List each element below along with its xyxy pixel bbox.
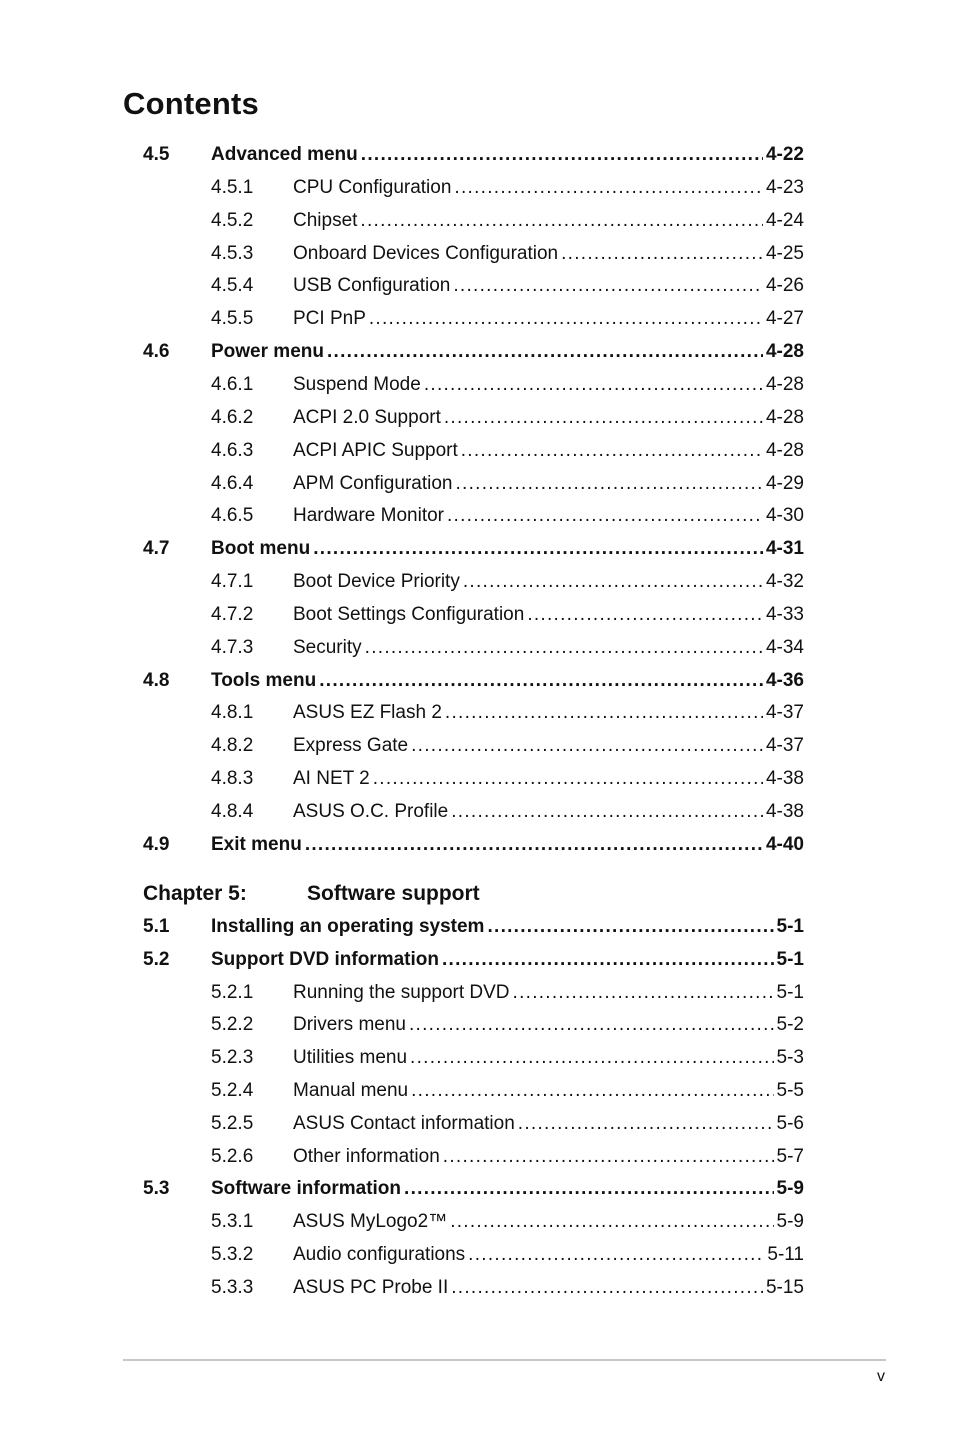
toc-dot-leader [513, 980, 774, 1006]
toc-entry-page: 5-11 [767, 1244, 804, 1265]
toc-entry-title: USB Configuration [293, 275, 451, 297]
toc-dot-leader [443, 1144, 774, 1170]
toc-entry-page: 5-1 [776, 916, 804, 937]
toc-entry-title: Audio configurations [293, 1244, 466, 1265]
toc-entry-number: 5.2.5 [211, 1112, 254, 1134]
toc-dot-leader [411, 1078, 773, 1104]
toc-entry-title: Boot Settings Configuration [293, 603, 525, 625]
toc-subsection-entry[interactable] [211, 980, 804, 1006]
toc-entry-title: Exit menu [211, 833, 302, 855]
toc-subsection-entry[interactable] [211, 1045, 804, 1071]
footer-rule [123, 1359, 886, 1361]
toc-dot-leader [461, 438, 763, 464]
toc-entry-page: 4-22 [765, 144, 804, 165]
toc-entry-title: PCI PnP [293, 308, 366, 330]
toc-entry-title: APM Configuration [293, 472, 453, 494]
toc-entry-page: 5-5 [776, 1080, 804, 1101]
toc-entry-page: 4-38 [765, 768, 804, 790]
toc-entry-page: 4-28 [765, 439, 804, 461]
toc-subsection-entry[interactable] [211, 602, 804, 628]
toc-section-entry[interactable] [143, 668, 804, 694]
toc-entry-title: Support DVD information [211, 948, 439, 970]
toc-entry-page: 5-9 [776, 1211, 804, 1233]
toc-dot-leader [518, 1111, 774, 1137]
toc-dot-leader [305, 832, 763, 858]
toc-subsection-entry[interactable] [211, 1242, 804, 1268]
toc-subsection-entry[interactable] [211, 1144, 804, 1170]
toc-entry-page: 4-28 [765, 406, 804, 428]
toc-subsection-entry[interactable] [211, 1111, 804, 1137]
toc-entry-title: Other information [293, 1145, 440, 1167]
toc-entry-title: Chipset [293, 209, 358, 231]
toc-entry-title: Hardware Monitor [293, 505, 444, 527]
toc-entry-number: 5.3.1 [211, 1211, 254, 1233]
toc-entry-title: ASUS Contact information [293, 1112, 515, 1134]
toc-entry-title: Advanced menu [211, 144, 358, 165]
toc-dot-leader [442, 947, 774, 973]
toc-section-entry[interactable] [143, 339, 804, 365]
toc-entry-number: 5.2.6 [211, 1145, 254, 1167]
toc-subsection-entry[interactable] [211, 1209, 804, 1235]
toc-dot-leader [365, 635, 763, 661]
toc-entry-title: ASUS PC Probe II [293, 1276, 449, 1298]
toc-dot-leader [453, 273, 763, 299]
toc-entry-number: 4.6.5 [211, 505, 254, 527]
toc-entry-title: CPU Configuration [293, 176, 452, 198]
toc-entry-number: 5.3 [143, 1178, 170, 1200]
toc-section-entry[interactable] [143, 914, 804, 940]
toc-entry-title: ACPI 2.0 Support [293, 406, 441, 428]
toc-entry-page: 4-32 [765, 571, 804, 593]
toc-entry-title: Tools menu [211, 669, 317, 691]
page-title: Contents [123, 86, 259, 121]
toc-entry-page: 5-7 [776, 1145, 804, 1167]
toc-dot-leader [369, 306, 763, 332]
toc-entry-page: 5-3 [776, 1047, 804, 1069]
toc-entry-number: 4.8.2 [211, 735, 254, 757]
toc-entry-title: ACPI APIC Support [293, 439, 458, 461]
toc-subsection-entry[interactable] [211, 1275, 804, 1301]
toc-entry-title: ASUS MyLogo2™ [293, 1211, 448, 1233]
toc-subsection-entry[interactable] [211, 306, 804, 332]
chapter-number: Chapter 5: [143, 882, 247, 905]
toc-entry-page: 4-24 [765, 209, 804, 231]
toc-entry-title: AI NET 2 [293, 768, 370, 790]
toc-dot-leader [404, 1176, 774, 1202]
toc-dot-leader [561, 241, 763, 267]
toc-entry-number: 5.2.4 [211, 1080, 254, 1101]
toc-entry-page: 4-30 [765, 505, 804, 527]
toc-subsection-entry[interactable] [211, 503, 804, 529]
toc-entry-number: 4.5.5 [211, 308, 254, 330]
toc-entry-number: 4.6.4 [211, 472, 254, 494]
toc-entry-title: Security [293, 636, 362, 658]
toc-dot-leader [450, 1209, 773, 1235]
toc-dot-leader [468, 1242, 764, 1268]
toc-entry-number: 5.2 [143, 948, 170, 970]
toc-section-entry[interactable] [143, 947, 804, 973]
toc-subsection-entry[interactable] [211, 372, 804, 398]
toc-subsection-entry[interactable] [211, 635, 804, 661]
toc-entry-number: 4.8 [143, 669, 170, 691]
toc-entry-page: 4-37 [765, 735, 804, 757]
toc-entry-number: 4.9 [143, 833, 170, 855]
toc-entry-page: 4-29 [765, 472, 804, 494]
toc-dot-leader [410, 1045, 773, 1071]
toc-section-entry[interactable] [143, 536, 804, 562]
toc-subsection-entry[interactable] [211, 700, 804, 726]
toc-dot-leader [455, 471, 763, 497]
toc-entry-page: 4-26 [765, 275, 804, 297]
toc-entry-page: 5-15 [765, 1276, 804, 1298]
toc-entry-number: 4.5 [143, 144, 170, 165]
chapter-heading [143, 880, 480, 908]
toc-entry-page: 4-28 [765, 341, 804, 363]
toc-entry-page: 5-1 [776, 981, 804, 1003]
toc-subsection-entry[interactable] [211, 208, 804, 234]
toc-subsection-entry[interactable] [211, 569, 804, 595]
toc-entry-page: 5-6 [776, 1112, 804, 1134]
toc-entry-number: 4.7.2 [211, 603, 254, 625]
toc-entry-number: 5.2.2 [211, 1014, 254, 1036]
toc-entry-title: Express Gate [293, 735, 409, 757]
toc-entry-page: 5-9 [776, 1178, 804, 1200]
toc-subsection-entry[interactable] [211, 733, 804, 759]
toc-dot-leader [409, 1012, 774, 1038]
toc-entry-number: 4.7 [143, 538, 170, 560]
toc-dot-leader [451, 1275, 763, 1301]
toc-entry-page: 4-23 [765, 176, 804, 198]
toc-dot-leader [411, 733, 763, 759]
toc-entry-title: Drivers menu [293, 1014, 406, 1036]
toc-entry-page: 4-38 [765, 801, 804, 822]
toc-subsection-entry[interactable] [211, 1012, 804, 1038]
toc-dot-leader [424, 372, 763, 398]
toc-entry-title: Installing an operating system [211, 916, 485, 937]
toc-entry-number: 4.5.1 [211, 176, 254, 198]
toc-entry-number: 4.6.1 [211, 373, 254, 395]
toc-entry-page: 4-31 [765, 538, 804, 560]
toc-entry-page: 4-25 [765, 242, 804, 264]
toc-entry-title: ASUS O.C. Profile [293, 801, 449, 822]
toc-dot-leader [447, 503, 763, 529]
toc-subsection-entry[interactable] [211, 766, 804, 792]
toc-dot-leader [373, 766, 763, 792]
toc-entry-page: 4-34 [765, 636, 804, 658]
toc-dot-leader [487, 914, 773, 940]
toc-entry-number: 4.5.3 [211, 242, 254, 264]
toc-entry-page: 4-40 [765, 833, 804, 855]
toc-entry-number: 4.7.3 [211, 636, 254, 658]
toc-entry-number: 5.3.2 [211, 1244, 254, 1265]
toc-dot-leader [361, 142, 763, 168]
toc-dot-leader [445, 700, 763, 726]
toc-entry-number: 5.2.1 [211, 981, 254, 1003]
toc-dot-leader [360, 208, 763, 234]
toc-entry-title: Running the support DVD [293, 981, 510, 1003]
toc-subsection-entry[interactable] [211, 799, 804, 825]
toc-subsection-entry[interactable] [211, 405, 804, 431]
toc-entry-number: 4.6.3 [211, 439, 254, 461]
toc-entry-number: 4.5.2 [211, 209, 254, 231]
page-number: v [877, 1368, 885, 1385]
chapter-title: Software support [307, 882, 480, 905]
toc-dot-leader [451, 799, 763, 825]
toc-entry-page: 4-33 [765, 603, 804, 625]
toc-entry-number: 4.6.2 [211, 406, 254, 428]
toc-entry-title: Suspend Mode [293, 373, 421, 395]
toc-entry-title: Boot menu [211, 538, 311, 560]
toc-entry-title: Onboard Devices Configuration [293, 242, 559, 264]
toc-entry-number: 4.6 [143, 341, 170, 363]
toc-entry-number: 4.5.4 [211, 275, 254, 297]
toc-entry-page: 4-27 [765, 308, 804, 330]
toc-entry-page: 4-36 [765, 669, 804, 691]
toc-dot-leader [463, 569, 763, 595]
toc-dot-leader [313, 536, 763, 562]
toc-entry-page: 5-2 [776, 1014, 804, 1036]
toc-dot-leader [527, 602, 763, 628]
toc-entry-title: Boot Device Priority [293, 571, 460, 593]
toc-subsection-entry[interactable] [211, 273, 804, 299]
toc-dot-leader [444, 405, 763, 431]
toc-subsection-entry[interactable] [211, 438, 804, 464]
toc-entry-number: 4.8.4 [211, 801, 254, 822]
toc-entry-page: 5-1 [776, 948, 804, 970]
toc-entry-number: 4.8.1 [211, 702, 254, 724]
toc-entry-title: Software information [211, 1178, 402, 1200]
toc-entry-number: 4.8.3 [211, 768, 254, 790]
toc-entry-number: 5.2.3 [211, 1047, 254, 1069]
toc-section-entry[interactable] [143, 832, 804, 858]
toc-dot-leader [327, 339, 763, 365]
toc-entry-number: 4.7.1 [211, 571, 254, 593]
toc-entry-title: Power menu [211, 341, 324, 363]
toc-entry-title: Manual menu [293, 1080, 409, 1101]
toc-entry-page: 4-37 [765, 702, 804, 724]
toc-entry-title: ASUS EZ Flash 2 [293, 702, 442, 724]
toc-section-entry[interactable] [143, 1176, 804, 1202]
toc-subsection-entry[interactable] [211, 175, 804, 201]
toc-dot-leader [319, 668, 763, 694]
toc-section-entry[interactable] [143, 142, 804, 168]
toc-entry-title: Utilities menu [293, 1047, 408, 1069]
toc-entry-page: 4-28 [765, 373, 804, 395]
toc-dot-leader [454, 175, 763, 201]
toc-entry-number: 5.3.3 [211, 1276, 254, 1298]
toc-subsection-entry[interactable] [211, 241, 804, 267]
toc-subsection-entry[interactable] [211, 1078, 804, 1104]
toc-subsection-entry[interactable] [211, 471, 804, 497]
toc-entry-number: 5.1 [143, 916, 170, 937]
